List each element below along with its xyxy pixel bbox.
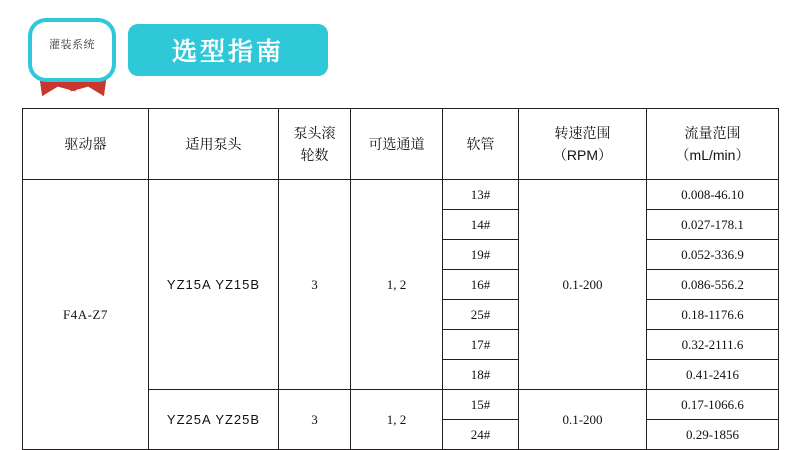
col-header-speed-line2: （RPM） <box>552 147 613 163</box>
cell-flow: 0.41-2416 <box>647 360 779 390</box>
cell-tube: 15# <box>443 390 519 420</box>
cell-tube: 13# <box>443 180 519 210</box>
cell-rollers-group-1: 3 <box>279 180 351 390</box>
cell-pump-group-1: YZ15A YZ15B <box>149 180 279 390</box>
cell-speed-group-1: 0.1-200 <box>519 180 647 390</box>
col-header-channels <box>351 109 443 180</box>
col-header-tube-line1: 软管 <box>466 136 495 152</box>
cell-tube: 18# <box>443 360 519 390</box>
col-header-driver-line1: 驱动器 <box>64 136 107 152</box>
col-header-channels-line1: 可选通道 <box>368 136 425 152</box>
cell-rollers-group-2: 3 <box>279 390 351 450</box>
col-header-speed-line1: 转速范围 <box>554 125 611 141</box>
cell-flow: 0.027-178.1 <box>647 210 779 240</box>
col-header-tube <box>443 109 519 180</box>
cell-flow: 0.32-2111.6 <box>647 330 779 360</box>
cell-tube: 19# <box>443 240 519 270</box>
cell-pump-group-2: YZ25A YZ25B <box>149 390 279 450</box>
cell-flow: 0.086-556.2 <box>647 270 779 300</box>
badge-label: 灌装系统 <box>49 39 95 51</box>
cell-flow: 0.052-336.9 <box>647 240 779 270</box>
cell-flow: 0.17-1066.6 <box>647 390 779 420</box>
page-header <box>0 0 800 100</box>
spec-table-wrap <box>22 108 778 450</box>
cell-driver: F4A-Z7 <box>23 180 149 450</box>
page-title-text: 选型指南 <box>171 38 284 66</box>
cell-flow: 0.29-1856 <box>647 420 779 450</box>
cell-tube: 14# <box>443 210 519 240</box>
table-body <box>23 180 779 450</box>
col-header-rollers <box>279 109 351 180</box>
cell-flow: 0.008-46.10 <box>647 180 779 210</box>
col-header-rollers-line1: 泵头滚 <box>293 125 336 141</box>
table-row <box>23 180 779 210</box>
cell-tube: 25# <box>443 300 519 330</box>
spec-table <box>22 108 779 450</box>
col-header-pump <box>149 109 279 180</box>
cell-channels-group-2: 1, 2 <box>351 390 443 450</box>
col-header-driver <box>23 109 149 180</box>
col-header-speed <box>519 109 647 180</box>
col-header-flow-line1: 流量范围 <box>684 125 741 141</box>
table-header <box>23 109 779 180</box>
col-header-pump-line1: 适用泵头 <box>185 136 242 152</box>
table-header-row <box>23 109 779 180</box>
cell-channels-group-1: 1, 2 <box>351 180 443 390</box>
badge <box>28 18 118 90</box>
cell-flow: 0.18-1176.6 <box>647 300 779 330</box>
badge-shape <box>28 18 116 82</box>
cell-tube: 17# <box>443 330 519 360</box>
cell-speed-group-2: 0.1-200 <box>519 390 647 450</box>
cell-tube: 24# <box>443 420 519 450</box>
col-header-rollers-line2: 轮数 <box>300 147 329 163</box>
col-header-flow <box>647 109 779 180</box>
page-title <box>128 24 328 76</box>
col-header-flow-line2: （mL/min） <box>675 147 750 163</box>
cell-tube: 16# <box>443 270 519 300</box>
